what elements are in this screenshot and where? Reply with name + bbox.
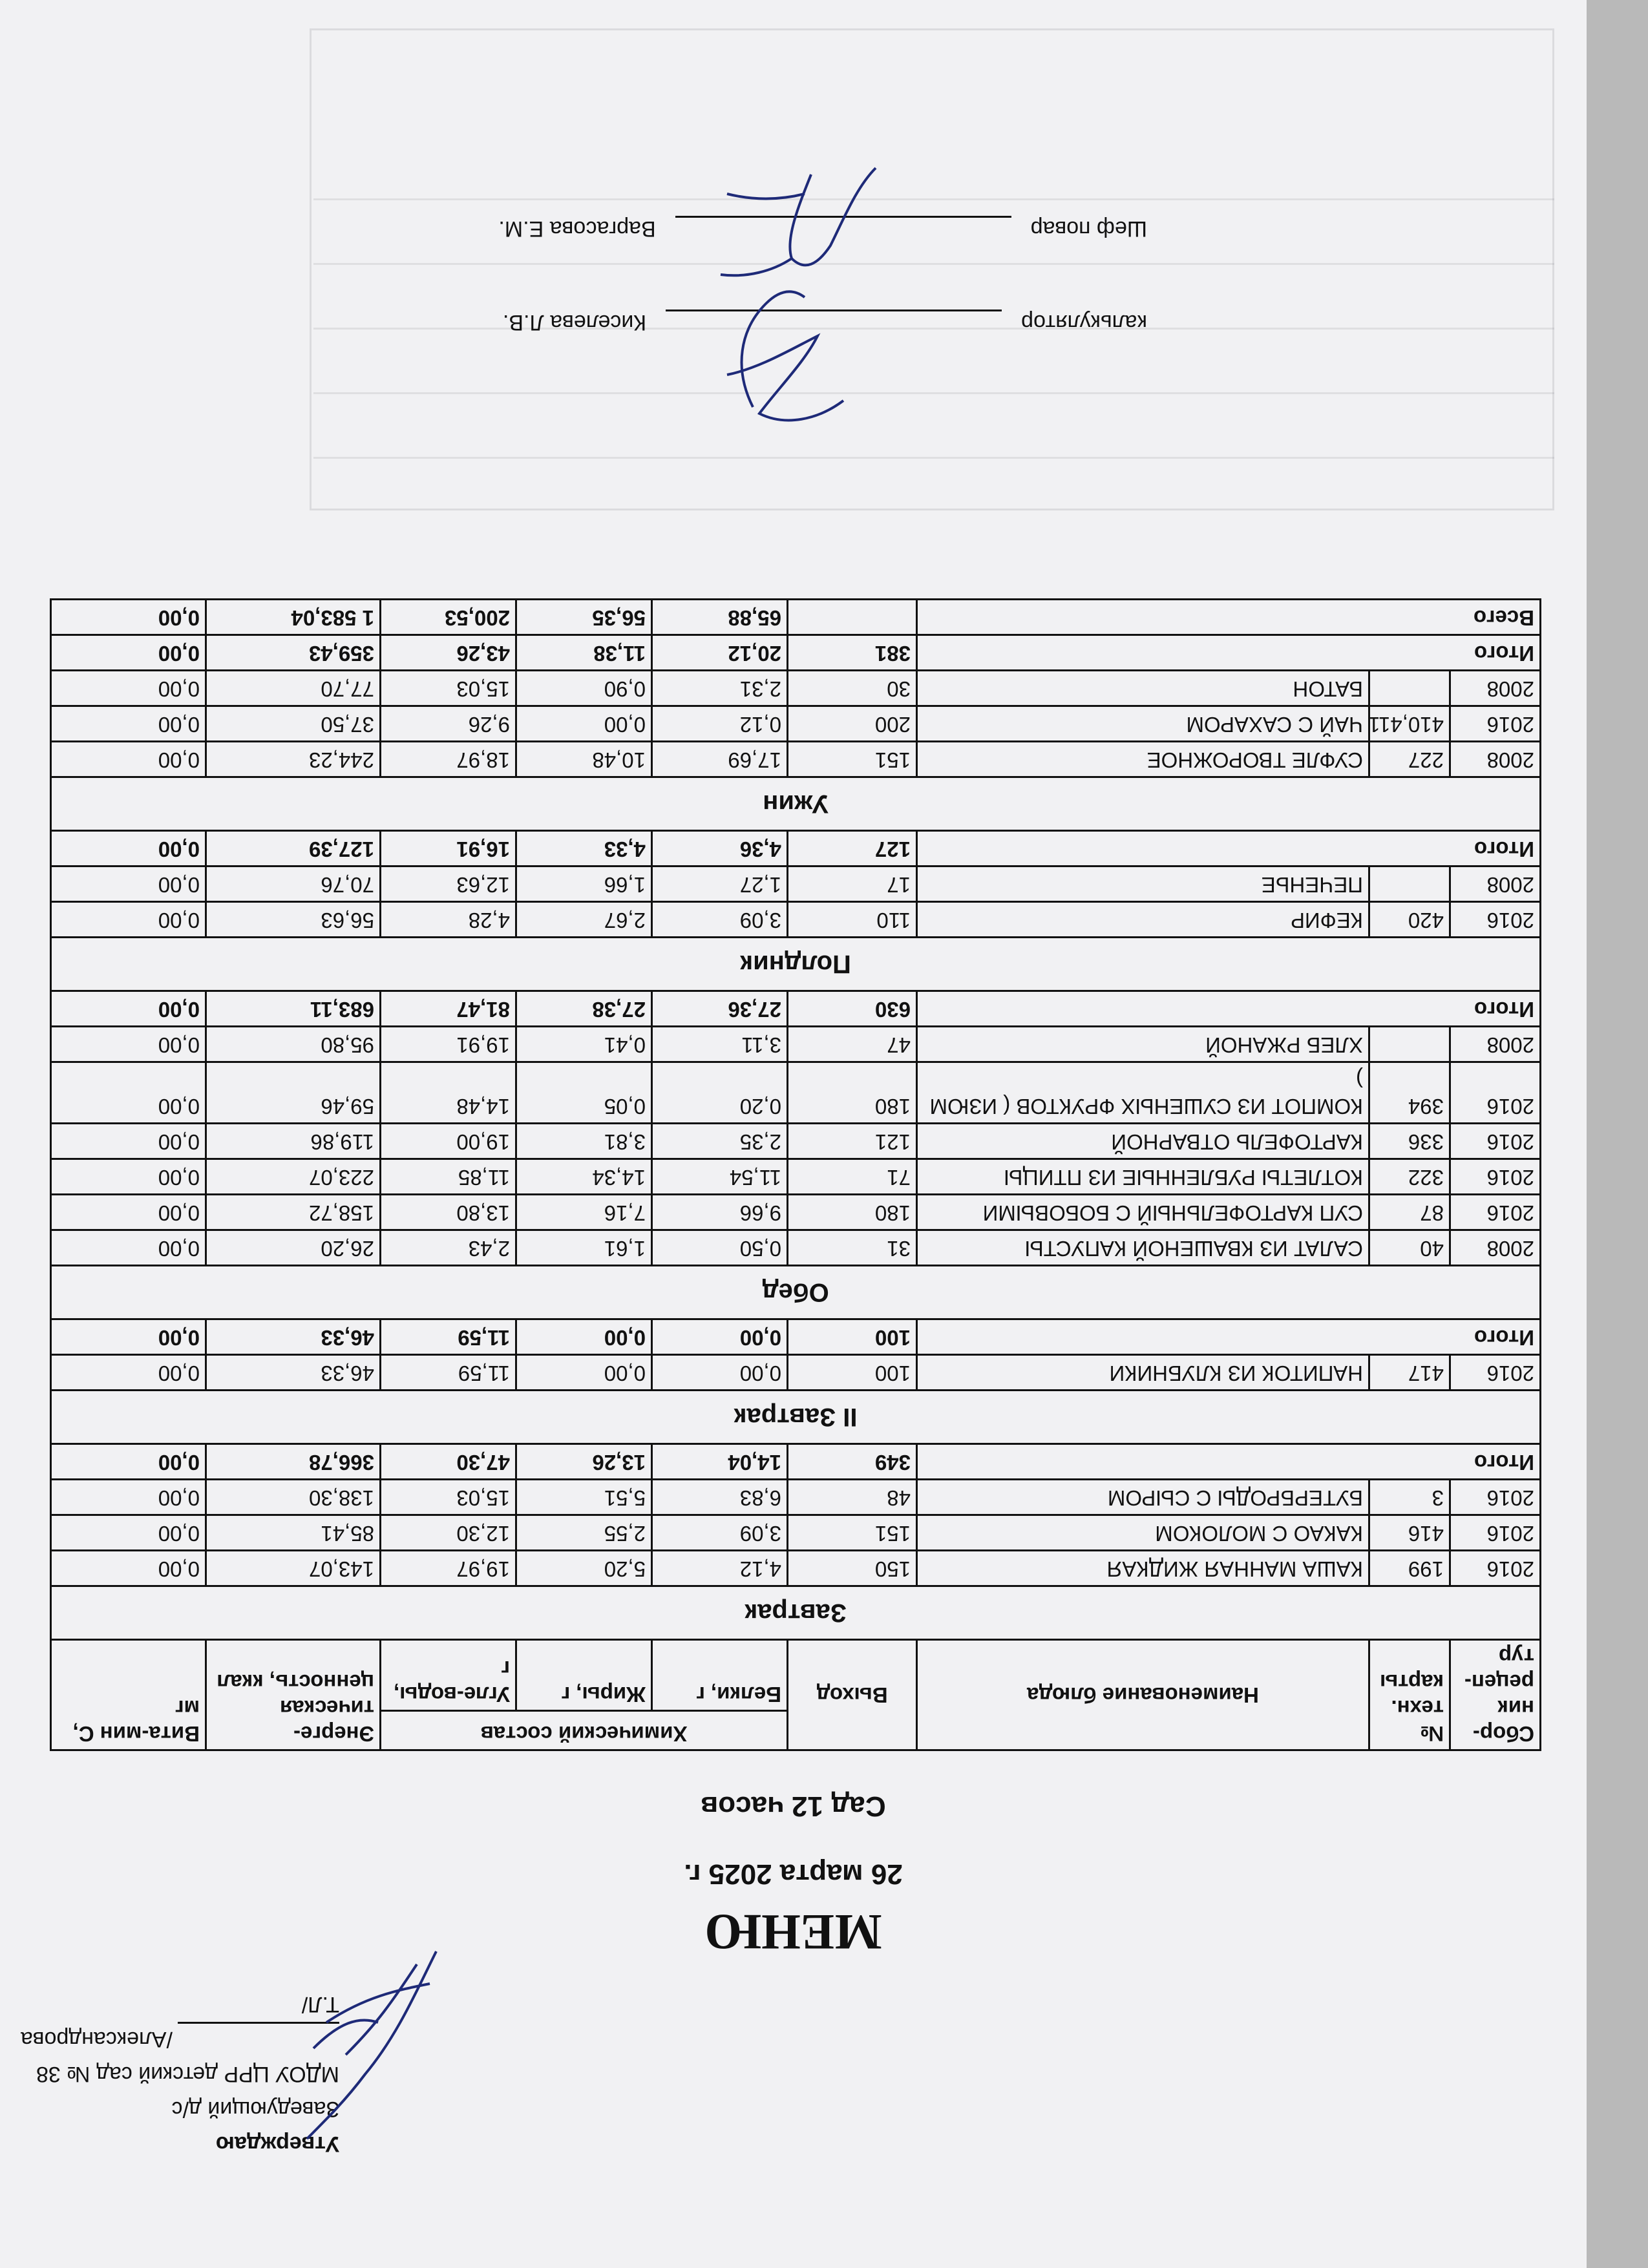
cell-vitamin: 0,00 xyxy=(50,1551,206,1586)
header-chem: Химический состав xyxy=(380,1710,787,1750)
cell-protein: 2,35 xyxy=(652,1124,788,1159)
table-row xyxy=(50,1195,1540,1230)
section-title: Завтрак xyxy=(50,1586,1540,1640)
cell-dish: КОМПОТ ИЗ СУШЕНЫХ ФРУКТОВ ( ИЗЮМ ) xyxy=(917,1062,1369,1124)
cell-collection: 2016 xyxy=(1450,1124,1541,1159)
cell-fat: 5,51 xyxy=(516,1480,652,1515)
bleed-through-line xyxy=(313,392,1554,394)
header-protein: Белки, г xyxy=(652,1640,788,1711)
total-energy: 683,11 xyxy=(206,991,380,1027)
bleed-through-line xyxy=(313,198,1554,200)
cell-output: 47 xyxy=(788,1027,917,1062)
cell-output: 71 xyxy=(788,1159,917,1195)
cell-card xyxy=(1369,866,1450,902)
cell-protein: 1,27 xyxy=(652,866,788,902)
cell-dish: КОТЛЕТЫ РУБЛЕННЫЕ ИЗ ПТИЦЫ xyxy=(917,1159,1369,1195)
cell-dish: ХЛЕБ РЖАНОЙ xyxy=(917,1027,1369,1062)
approval-title: Утверждаю xyxy=(215,2132,339,2156)
grand-total-fat: 56,35 xyxy=(516,600,652,635)
cell-collection: 2016 xyxy=(1450,1062,1541,1124)
total-protein: 4,36 xyxy=(652,831,788,866)
grand-total-energy: 1 583,04 xyxy=(206,600,380,635)
cell-card: 420 xyxy=(1369,902,1450,938)
cell-fat: 5,20 xyxy=(516,1551,652,1586)
bleed-through-line xyxy=(313,263,1554,265)
total-energy: 127,39 xyxy=(206,831,380,866)
cell-protein: 11,54 xyxy=(652,1159,788,1195)
cell-vitamin: 0,00 xyxy=(50,1515,206,1551)
total-carbs: 43,26 xyxy=(380,635,516,671)
total-label: Итого xyxy=(917,991,1541,1027)
total-label: Итого xyxy=(917,1319,1541,1355)
cell-energy: 158,72 xyxy=(206,1195,380,1230)
cell-collection: 2008 xyxy=(1450,1230,1541,1266)
total-label: Итого xyxy=(917,635,1541,671)
cell-protein: 0,00 xyxy=(652,1355,788,1391)
total-fat: 4,33 xyxy=(516,831,652,866)
cell-dish: СУФЛЕ ТВОРОЖНОЕ xyxy=(917,742,1369,777)
section-title: Ужин xyxy=(50,777,1540,831)
table-row xyxy=(50,1027,1540,1062)
cell-protein: 3,09 xyxy=(652,902,788,938)
total-protein: 0,00 xyxy=(652,1319,788,1355)
cell-collection: 2016 xyxy=(1450,1195,1541,1230)
total-protein: 20,12 xyxy=(652,635,788,671)
cell-carbs: 19,91 xyxy=(380,1027,516,1062)
cell-card: 410,411 xyxy=(1369,706,1450,742)
director-signature xyxy=(288,1938,456,2152)
header-vitamin: Вита-мин С, мг xyxy=(50,1640,206,1750)
cell-card: 417 xyxy=(1369,1355,1450,1391)
cell-energy: 119,86 xyxy=(206,1124,380,1159)
calculator-signature xyxy=(688,278,856,446)
header-output: Выход xyxy=(788,1640,917,1750)
cell-carbs: 11,85 xyxy=(380,1159,516,1195)
cell-protein: 9,66 xyxy=(652,1195,788,1230)
section-header-row xyxy=(50,1586,1540,1640)
cell-fat: 3,81 xyxy=(516,1124,652,1159)
cell-energy: 244,23 xyxy=(206,742,380,777)
cell-energy: 223,07 xyxy=(206,1159,380,1195)
total-vitamin: 0,00 xyxy=(50,635,206,671)
grand-total-label: Всего xyxy=(917,600,1541,635)
table-row xyxy=(50,866,1540,902)
total-row xyxy=(50,1319,1540,1355)
cell-fat: 0,90 xyxy=(516,671,652,706)
cell-carbs: 4,28 xyxy=(380,902,516,938)
cell-collection: 2016 xyxy=(1450,1551,1541,1586)
cell-output: 180 xyxy=(788,1062,917,1124)
cell-output: 200 xyxy=(788,706,917,742)
table-row xyxy=(50,1551,1540,1586)
cell-vitamin: 0,00 xyxy=(50,902,206,938)
cell-vitamin: 0,00 xyxy=(50,706,206,742)
cell-protein: 0,50 xyxy=(652,1230,788,1266)
table-row xyxy=(50,902,1540,938)
total-output: 349 xyxy=(788,1444,917,1480)
cell-energy: 59,46 xyxy=(206,1062,380,1124)
cell-collection: 2008 xyxy=(1450,1027,1541,1062)
cell-fat: 0,00 xyxy=(516,706,652,742)
cell-output: 48 xyxy=(788,1480,917,1515)
header-dish: Наименование блюда xyxy=(917,1640,1369,1750)
section-title: Полдник xyxy=(50,938,1540,991)
table-row xyxy=(50,1124,1540,1159)
table-row xyxy=(50,742,1540,777)
table-row xyxy=(50,706,1540,742)
bleed-through-line xyxy=(313,457,1554,459)
cell-carbs: 9,26 xyxy=(380,706,516,742)
cell-card: 40 xyxy=(1369,1230,1450,1266)
cell-collection: 2016 xyxy=(1450,1355,1541,1391)
cell-dish: СУП КАРТОФЕЛЬНЫЙ С БОБОВЫМИ xyxy=(917,1195,1369,1230)
section-title: Обед xyxy=(50,1266,1540,1319)
cell-collection: 2008 xyxy=(1450,671,1541,706)
header-fat: Жиры, г xyxy=(516,1640,652,1711)
total-row xyxy=(50,1444,1540,1480)
cell-carbs: 15,03 xyxy=(380,671,516,706)
header-energy: Энерге-тическая ценность, ккал xyxy=(206,1640,380,1750)
cell-vitamin: 0,00 xyxy=(50,671,206,706)
cell-output: 30 xyxy=(788,671,917,706)
cell-energy: 143,07 xyxy=(206,1551,380,1586)
chef-label: Шеф повар xyxy=(1030,216,1147,241)
cell-carbs: 14,48 xyxy=(380,1062,516,1124)
cell-carbs: 13,80 xyxy=(380,1195,516,1230)
cell-energy: 56,63 xyxy=(206,902,380,938)
cell-collection: 2016 xyxy=(1450,706,1541,742)
cell-card: 227 xyxy=(1369,742,1450,777)
cell-collection: 2008 xyxy=(1450,742,1541,777)
approval-name: /Александрова Т.Л/ xyxy=(20,1992,339,2052)
cell-vitamin: 0,00 xyxy=(50,1230,206,1266)
grand-total-output xyxy=(788,600,917,635)
cell-carbs: 19,97 xyxy=(380,1551,516,1586)
section-header-row xyxy=(50,1266,1540,1319)
cell-output: 151 xyxy=(788,742,917,777)
total-output: 100 xyxy=(788,1319,917,1355)
cell-card: 87 xyxy=(1369,1195,1450,1230)
cell-fat: 7,16 xyxy=(516,1195,652,1230)
table-row xyxy=(50,1515,1540,1551)
total-fat: 27,38 xyxy=(516,991,652,1027)
cell-protein: 0,20 xyxy=(652,1062,788,1124)
header-carbs: Угле-воды, г xyxy=(380,1640,516,1711)
total-label: Итого xyxy=(917,831,1541,866)
cell-carbs: 15,03 xyxy=(380,1480,516,1515)
cell-protein: 4,12 xyxy=(652,1551,788,1586)
cell-carbs: 18,97 xyxy=(380,742,516,777)
table-row xyxy=(50,671,1540,706)
cell-dish: ПЕЧЕНЬЕ xyxy=(917,866,1369,902)
cell-vitamin: 0,00 xyxy=(50,742,206,777)
total-label: Итого xyxy=(917,1444,1541,1480)
cell-card: 394 xyxy=(1369,1062,1450,1124)
cell-dish: БУТЕРБРОДЫ С СЫРОМ xyxy=(917,1480,1369,1515)
total-carbs: 81,47 xyxy=(380,991,516,1027)
total-output: 381 xyxy=(788,635,917,671)
cell-fat: 1,66 xyxy=(516,866,652,902)
cell-vitamin: 0,00 xyxy=(50,1027,206,1062)
cell-dish: КЕФИР xyxy=(917,902,1369,938)
cell-protein: 17,69 xyxy=(652,742,788,777)
header-collection: Сбор-ник рецеп-тур xyxy=(1450,1640,1541,1750)
cell-fat: 0,00 xyxy=(516,1355,652,1391)
cell-vitamin: 0,00 xyxy=(50,1195,206,1230)
cell-protein: 3,09 xyxy=(652,1515,788,1551)
total-carbs: 47,30 xyxy=(380,1444,516,1480)
total-output: 630 xyxy=(788,991,917,1027)
menu-table xyxy=(50,598,1541,1751)
menu-date: 26 марта 2025 г. xyxy=(684,1858,903,1890)
cell-vitamin: 0,00 xyxy=(50,1062,206,1124)
cell-protein: 0,12 xyxy=(652,706,788,742)
cell-vitamin: 0,00 xyxy=(50,1480,206,1515)
cell-dish: САЛАТ ИЗ КВАШЕНОЙ КАПУСТЫ xyxy=(917,1230,1369,1266)
cell-energy: 70,76 xyxy=(206,866,380,902)
table-row xyxy=(50,1480,1540,1515)
total-vitamin: 0,00 xyxy=(50,991,206,1027)
cell-card: 199 xyxy=(1369,1551,1450,1586)
cell-output: 100 xyxy=(788,1355,917,1391)
cell-carbs: 19,00 xyxy=(380,1124,516,1159)
cell-dish: БАТОН xyxy=(917,671,1369,706)
total-energy: 366,78 xyxy=(206,1444,380,1480)
bleed-through-table xyxy=(310,28,1554,510)
cell-carbs: 2,43 xyxy=(380,1230,516,1266)
grand-total-carbs: 200,53 xyxy=(380,600,516,635)
cell-collection: 2016 xyxy=(1450,1159,1541,1195)
chef-name: Варгасова Е.М. xyxy=(498,216,656,241)
total-energy: 359,43 xyxy=(206,635,380,671)
cell-energy: 26,20 xyxy=(206,1230,380,1266)
cell-dish: ЧАЙ С САХАРОМ xyxy=(917,706,1369,742)
cell-card: 3 xyxy=(1369,1480,1450,1515)
cell-collection: 2008 xyxy=(1450,866,1541,902)
section-header-row xyxy=(50,938,1540,991)
cell-card: 336 xyxy=(1369,1124,1450,1159)
cell-output: 17 xyxy=(788,866,917,902)
cell-dish: КАША МАННАЯ ЖИДКАЯ xyxy=(917,1551,1369,1586)
total-fat: 13,26 xyxy=(516,1444,652,1480)
section-header-row xyxy=(50,777,1540,831)
section-header-row xyxy=(50,1391,1540,1444)
cell-card: 322 xyxy=(1369,1159,1450,1195)
cell-output: 110 xyxy=(788,902,917,938)
table-row xyxy=(50,1159,1540,1195)
cell-energy: 95,80 xyxy=(206,1027,380,1062)
menu-subtitle: Сад 12 часов xyxy=(701,1790,886,1822)
cell-collection: 2016 xyxy=(1450,1480,1541,1515)
page-title: МЕНЮ xyxy=(704,1904,882,1960)
total-carbs: 16,91 xyxy=(380,831,516,866)
cell-fat: 2,67 xyxy=(516,902,652,938)
cell-protein: 2,31 xyxy=(652,671,788,706)
cell-energy: 46,33 xyxy=(206,1355,380,1391)
cell-dish: КАРТОФЕЛЬ ОТВАРНОЙ xyxy=(917,1124,1369,1159)
cell-output: 150 xyxy=(788,1551,917,1586)
cell-carbs: 12,63 xyxy=(380,866,516,902)
cell-fat: 0,41 xyxy=(516,1027,652,1062)
approval-organization: МДОУ ЦРР детский сад № 38 xyxy=(36,2062,339,2086)
cell-energy: 37,50 xyxy=(206,706,380,742)
header-card: № техн. карты xyxy=(1369,1640,1450,1750)
menu-table-body xyxy=(50,600,1540,1640)
cell-card: 416 xyxy=(1369,1515,1450,1551)
cell-protein: 3,11 xyxy=(652,1027,788,1062)
total-energy: 46,33 xyxy=(206,1319,380,1355)
approval-position: Заведующий д/с xyxy=(171,2097,339,2121)
total-row xyxy=(50,635,1540,671)
cell-output: 121 xyxy=(788,1124,917,1159)
cell-carbs: 11,59 xyxy=(380,1355,516,1391)
total-protein: 27,36 xyxy=(652,991,788,1027)
table-row xyxy=(50,1355,1540,1391)
grand-total-vitamin: 0,00 xyxy=(50,600,206,635)
cell-energy: 85,41 xyxy=(206,1515,380,1551)
cell-fat: 10,48 xyxy=(516,742,652,777)
total-fat: 0,00 xyxy=(516,1319,652,1355)
total-row xyxy=(50,991,1540,1027)
cell-carbs: 12,30 xyxy=(380,1515,516,1551)
total-vitamin: 0,00 xyxy=(50,1444,206,1480)
cell-energy: 77,70 xyxy=(206,671,380,706)
total-vitamin: 0,00 xyxy=(50,831,206,866)
cell-output: 151 xyxy=(788,1515,917,1551)
section-title: II Завтрак xyxy=(50,1391,1540,1444)
cell-fat: 2,55 xyxy=(516,1515,652,1551)
calculator-label: калькулятор xyxy=(1021,310,1147,335)
calculator-name: Киселева Л.В. xyxy=(502,310,647,335)
cell-collection: 2016 xyxy=(1450,1515,1541,1551)
cell-fat: 1,61 xyxy=(516,1230,652,1266)
total-vitamin: 0,00 xyxy=(50,1319,206,1355)
grand-total-row xyxy=(50,600,1540,635)
cell-card xyxy=(1369,1027,1450,1062)
cell-protein: 6,83 xyxy=(652,1480,788,1515)
table-header-row xyxy=(50,1710,1540,1750)
total-carbs: 11,59 xyxy=(380,1319,516,1355)
grand-total-protein: 65,88 xyxy=(652,600,788,635)
cell-output: 180 xyxy=(788,1195,917,1230)
table-row xyxy=(50,1230,1540,1266)
cell-fat: 0,05 xyxy=(516,1062,652,1124)
cell-collection: 2016 xyxy=(1450,902,1541,938)
cell-dish: КАКАО С МОЛОКОМ xyxy=(917,1515,1369,1551)
cell-vitamin: 0,00 xyxy=(50,1159,206,1195)
table-row xyxy=(50,1062,1540,1124)
chef-signature xyxy=(695,142,889,297)
total-protein: 14,04 xyxy=(652,1444,788,1480)
cell-card xyxy=(1369,671,1450,706)
cell-vitamin: 0,00 xyxy=(50,1355,206,1391)
total-output: 127 xyxy=(788,831,917,866)
cell-vitamin: 0,00 xyxy=(50,866,206,902)
cell-output: 31 xyxy=(788,1230,917,1266)
cell-vitamin: 0,00 xyxy=(50,1124,206,1159)
cell-dish: НАПИТОК ИЗ КЛУБНИКИ xyxy=(917,1355,1369,1391)
cell-energy: 138,30 xyxy=(206,1480,380,1515)
cell-fat: 14,34 xyxy=(516,1159,652,1195)
total-fat: 11,38 xyxy=(516,635,652,671)
total-row xyxy=(50,831,1540,866)
